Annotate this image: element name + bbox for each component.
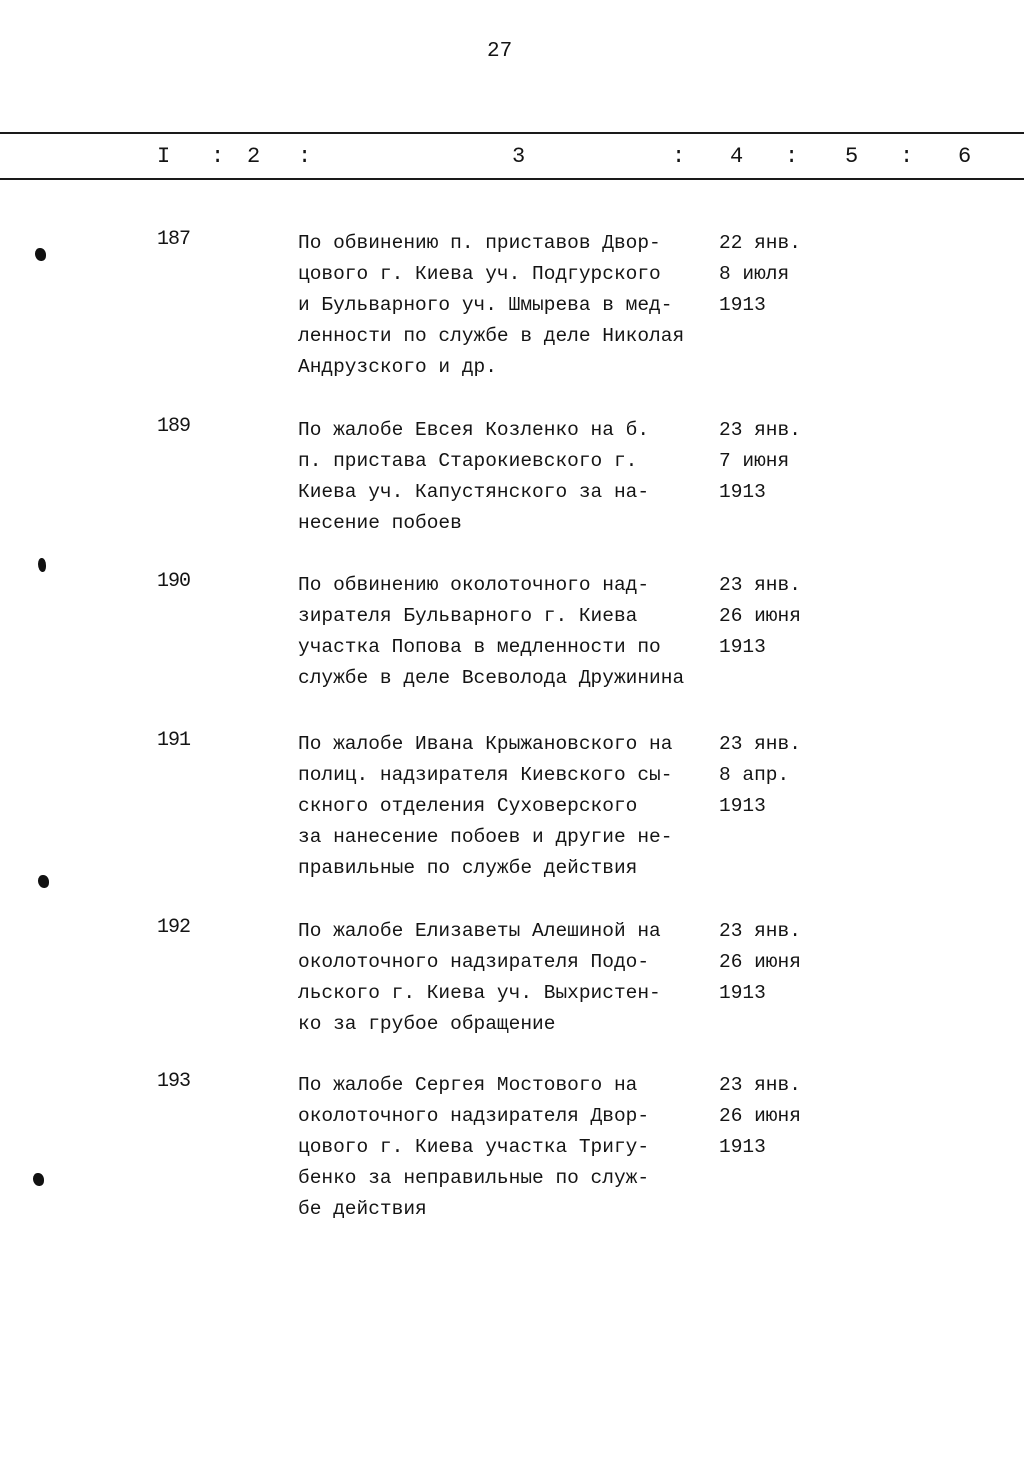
date-start: 23 янв. xyxy=(719,574,801,596)
entry-number: 191 xyxy=(157,729,191,752)
description-line: околоточного надзирателя Подо- xyxy=(298,951,650,973)
description-line: По жалобе Сергея Мостового на xyxy=(298,1074,638,1096)
description-line: и Бульварного уч. Шмырева в мед- xyxy=(298,294,673,316)
description-line: По жалобе Евсея Козленко на б. xyxy=(298,419,650,441)
description-line: Андрузского и др. xyxy=(298,356,497,378)
description-line: ко за грубое обращение xyxy=(298,1013,556,1035)
description-line: п. пристава Старокиевского г. xyxy=(298,450,638,472)
date-start: 23 янв. xyxy=(719,419,801,441)
punch-hole-mark xyxy=(38,558,46,572)
description-line: зирателя Бульварного г. Киева xyxy=(298,605,638,627)
punch-hole-mark xyxy=(35,248,46,261)
date-end: 26 июня xyxy=(719,605,801,627)
description-line: бе действия xyxy=(298,1198,427,1220)
date-year: 1913 xyxy=(719,636,766,658)
description-line: несение побоев xyxy=(298,512,462,534)
header-rule-top xyxy=(0,132,1024,134)
date-start: 23 янв. xyxy=(719,920,801,942)
column-separator: : xyxy=(900,144,914,169)
entry-description xyxy=(298,916,661,1040)
column-separator: : xyxy=(298,144,312,169)
description-line: По жалобе Елизаветы Алешиной на xyxy=(298,920,661,942)
entry-dates xyxy=(719,916,801,1009)
entry-description xyxy=(298,415,649,539)
entry-description xyxy=(298,570,684,694)
description-line: скного отделения Суховерского xyxy=(298,795,638,817)
date-start: 23 янв. xyxy=(719,1074,801,1096)
column-header-6: 6 xyxy=(958,144,972,169)
column-header-4: 4 xyxy=(730,144,744,169)
column-header-2: 2 xyxy=(247,144,261,169)
description-line: околоточного надзирателя Двор- xyxy=(298,1105,650,1127)
date-end: 8 июля xyxy=(719,263,790,285)
description-line: ленности по службе в деле Николая xyxy=(298,325,685,347)
date-end: 26 июня xyxy=(719,951,801,973)
punch-hole-mark xyxy=(38,875,49,888)
entry-number: 189 xyxy=(157,415,191,438)
column-separator: : xyxy=(211,144,225,169)
description-line: полиц. надзирателя Киевского сы- xyxy=(298,764,673,786)
entry-description xyxy=(298,1070,649,1225)
description-line: Киева уч. Капустянского за на- xyxy=(298,481,650,503)
column-header-3: 3 xyxy=(512,144,526,169)
entry-number: 192 xyxy=(157,916,191,939)
date-end: 7 июня xyxy=(719,450,790,472)
entry-description xyxy=(298,228,684,383)
column-header-5: 5 xyxy=(845,144,859,169)
description-line: По обвинению п. приставов Двор- xyxy=(298,232,661,254)
date-year: 1913 xyxy=(719,982,766,1004)
date-year: 1913 xyxy=(719,294,766,316)
entry-dates xyxy=(719,228,801,321)
description-line: цового г. Киева участка Тригу- xyxy=(298,1136,650,1158)
punch-hole-mark xyxy=(33,1173,44,1186)
column-separator: : xyxy=(785,144,799,169)
description-line: правильные по службе действия xyxy=(298,857,638,879)
entry-number: 190 xyxy=(157,570,191,593)
entry-dates xyxy=(719,570,801,663)
description-line: службе в деле Всеволода Дружинина xyxy=(298,667,685,689)
description-line: льского г. Киева уч. Выхристен- xyxy=(298,982,661,1004)
date-start: 23 янв. xyxy=(719,733,801,755)
description-line: бенко за неправильные по служ- xyxy=(298,1167,650,1189)
column-header-1: I xyxy=(157,144,171,169)
entry-dates xyxy=(719,1070,801,1163)
date-end: 8 апр. xyxy=(719,764,790,786)
entry-dates xyxy=(719,729,801,822)
header-rule-bottom xyxy=(0,178,1024,180)
entry-number: 187 xyxy=(157,228,191,251)
date-start: 22 янв. xyxy=(719,232,801,254)
entry-dates xyxy=(719,415,801,508)
date-year: 1913 xyxy=(719,795,766,817)
entry-number: 193 xyxy=(157,1070,191,1093)
date-end: 26 июня xyxy=(719,1105,801,1127)
column-separator: : xyxy=(672,144,686,169)
date-year: 1913 xyxy=(719,481,766,503)
date-year: 1913 xyxy=(719,1136,766,1158)
description-line: По жалобе Ивана Крыжановского на xyxy=(298,733,673,755)
description-line: По обвинению околоточного над- xyxy=(298,574,650,596)
entry-description xyxy=(298,729,672,884)
description-line: за нанесение побоев и другие не- xyxy=(298,826,673,848)
page-number: 27 xyxy=(487,40,513,63)
description-line: цового г. Киева уч. Подгурского xyxy=(298,263,661,285)
description-line: участка Попова в медленности по xyxy=(298,636,661,658)
